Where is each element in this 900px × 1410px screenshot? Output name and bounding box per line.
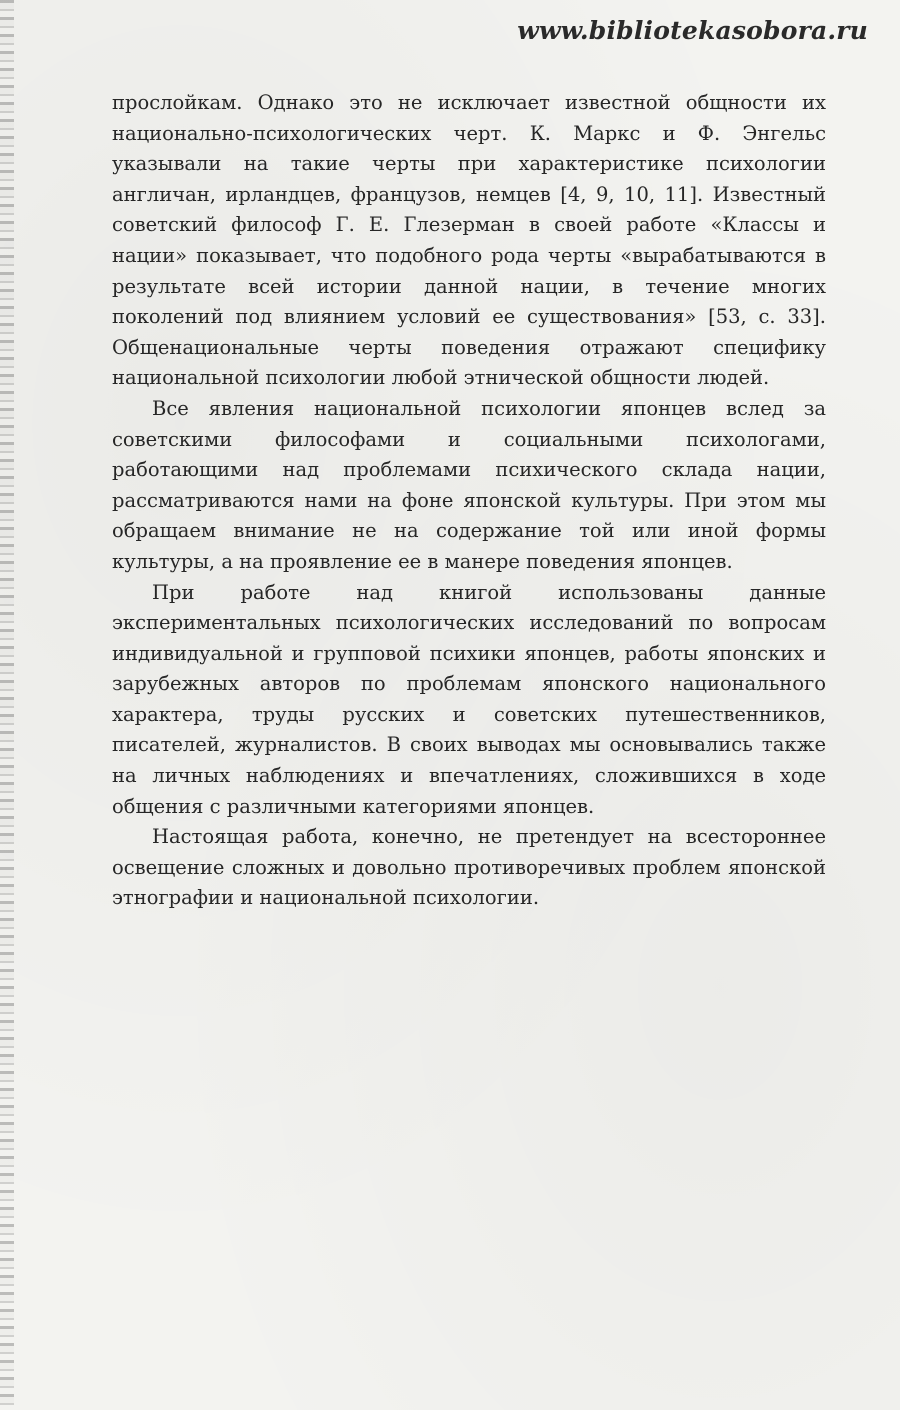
- paragraph-4: Настоящая работа, конечно, не претендует на всестороннее освещение сложных и довольно противоречивых проблем японской этнографии и национальной психологии.: [112, 825, 826, 910]
- body-text: [112, 88, 826, 914]
- paragraph-1: прослойкам. Однако это не исключает известной общности их национально-психологических черт. К. Маркс и Ф. Энгельс указывали на такие черты при характеристике психологии англичан, ирландцев, французов, немцев [4, 9, 10, 11]. Известный советский философ Г. Е. Глезерман в своей работе «Классы и нации» показывает, что подобного рода черты «вырабатываются в результате всей истории данной нации, в течение многих поколений под влиянием условий ее существования» [53, с. 33]. Общенациональные черты поведения отражают специфику национальной психологии любой этнической общности людей.: [112, 91, 826, 390]
- paragraph-2: Все явления национальной психологии японцев вслед за советскими философами и социальными психологами, работающими над проблемами психического склада нации, рассматриваются нами на фоне японской культуры. При этом мы обращаем внимание не на содержание той или иной формы культуры, а на проявление ее в манере поведения японцев.: [112, 396, 826, 573]
- paragraph-3: При работе над книгой использованы данные экспериментальных психологических исследований по вопросам индивидуальной и групповой психики японцев, работы японских и зарубежных авторов по проблемам японского национального характера, труды русских и советских путешественников, писателей, журналистов. В своих выводах мы основывались также на личных наблюдениях и впечатлениях, сложившихся в ходе общения с различными категориями японцев.: [112, 580, 826, 818]
- site-watermark: www.bibliotekasobora.ru: [517, 16, 868, 45]
- page-binding-edge: [0, 0, 14, 1410]
